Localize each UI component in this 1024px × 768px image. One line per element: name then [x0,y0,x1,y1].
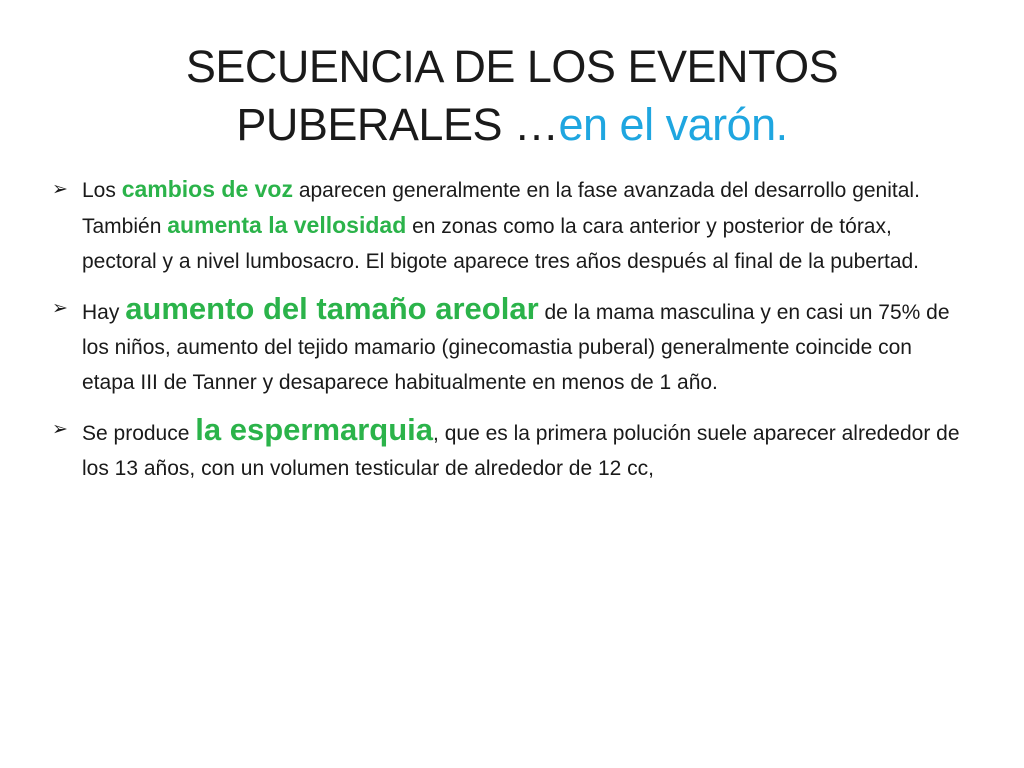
title-line-1: SECUENCIA DE LOS EVENTOS [185,41,839,92]
highlight-phrase: aumento del tamaño areolar [125,291,539,326]
bullet-text: aparecen generalmente en la fase avanzada del desarrollo genital. También [82,179,920,238]
bullet-item-areolar-size [48,291,960,400]
title-line-2-accent: en el varón. [558,99,788,150]
highlight-phrase: la espermarquia [195,412,434,447]
highlight-phrase: cambios de voz [121,176,293,202]
arrow-bullet-icon: ➢ [52,419,68,440]
slide-title [60,38,964,154]
arrow-bullet-icon: ➢ [52,179,68,200]
title-line-2-plain: PUBERALES … [236,99,559,150]
arrow-bullet-icon: ➢ [52,298,68,319]
bullet-text: Los [82,179,122,202]
bullet-text: , que es la primera polución suele aparecer alrededor de los 13 años, con un volumen testicular de alrededor de 12 cc, [82,422,960,480]
bullet-text: de la mama masculina y en casi un 75% de los niños, aumento del tejido mamario (ginecomastia puberal) generalmente coincide con etapa III de Tanner y desaparece habitualmente en menos de 1 año. [82,301,950,394]
highlight-phrase: aumenta la vellosidad [167,212,407,238]
bullet-text: en zonas como la cara anterior y posterior de tórax, pectoral y a nivel lumbosacro. El bigote aparece tres años después al final de la pubertad. [82,215,920,273]
bullet-item-voice-changes [48,172,960,279]
bullet-text: Se produce [82,422,196,445]
bullet-text: Hay [82,301,126,324]
bullet-list [48,172,960,498]
title-line-2 [60,96,964,154]
bullet-item-spermarche [48,412,960,486]
